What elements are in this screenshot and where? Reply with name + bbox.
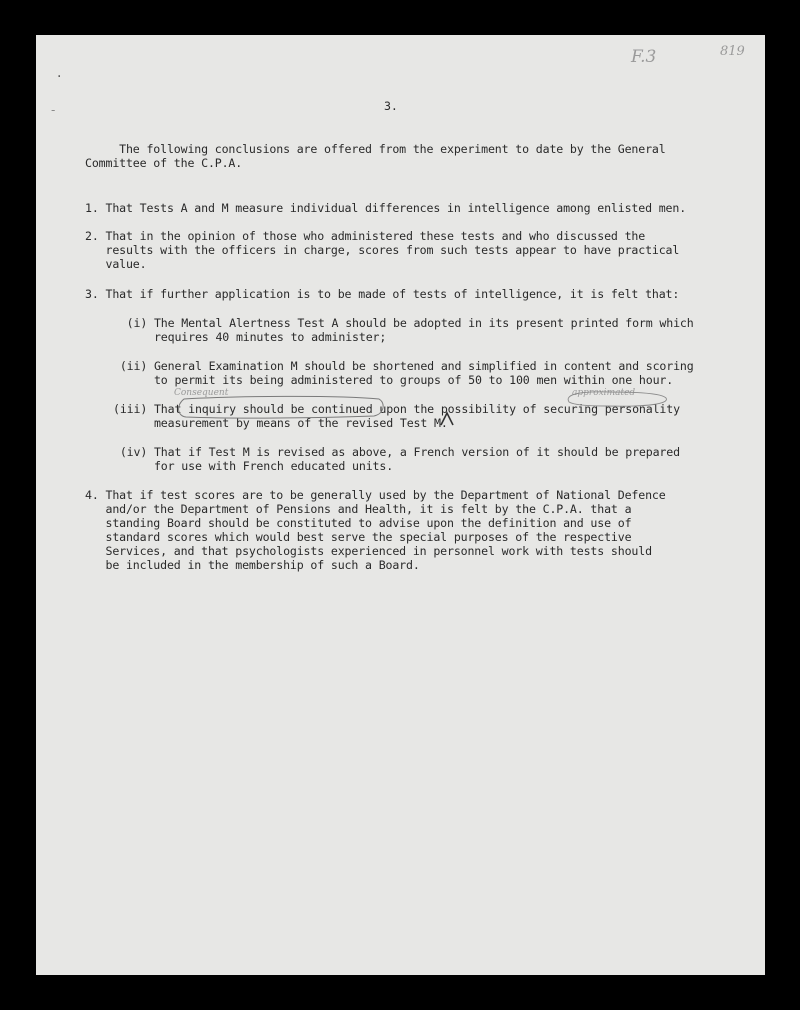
item-4-line-4: standard scores which would best serve the special purposes of the respective	[85, 530, 632, 544]
item-2-line-1: 2. That in the opinion of those who administered these tests and who discussed the	[85, 229, 646, 243]
intro-line-1: The following conclusions are offered from the experiment to date by the General	[85, 142, 666, 156]
margin-dot-mark: ·	[57, 69, 62, 85]
item-3-line-1: 3. That if further application is to be made of tests of intelligence, it is felt that:	[85, 287, 680, 301]
subitem-i-line-2: requires 40 minutes to administer;	[113, 330, 387, 344]
subitem-iii-line-1: (iii) That inquiry should be continued upon the possibility of securing personality	[113, 402, 680, 416]
item-2-line-3: value.	[85, 257, 147, 271]
item-4-line-1: 4. That if test scores are to be generally used by the Department of National Defence	[85, 488, 666, 502]
item-2-line-2: results with the officers in charge, scores from such tests appear to have practical	[85, 243, 680, 257]
item-4-line-3: standing Board should be constituted to advise upon the definition and use of	[85, 516, 632, 530]
page-id-annotation: 819	[720, 44, 745, 59]
item-4-line-5: Services, and that psychologists experienced in personnel work with tests should	[85, 544, 652, 558]
subitem-iv-line-1: (iv) That if Test M is revised as above, a French version of it should be prepared	[113, 445, 680, 459]
handwritten-insert-approximated: approximated	[572, 388, 636, 398]
folder-code-annotation: F.3	[631, 47, 657, 67]
page-number: 3.	[384, 99, 398, 113]
item-4-line-2: and/or the Department of Pensions and Health, it is felt by the C.P.A. that a	[85, 502, 632, 516]
subitem-ii-line-2: to permit its being administered to groups of 50 to 100 men within one hour.	[113, 373, 674, 387]
item-4-line-6: be included in the membership of such a Board.	[85, 558, 420, 572]
margin-dash-mark: -	[51, 103, 56, 117]
document-page	[36, 35, 765, 975]
handwritten-insert-consequent: Consequent	[174, 388, 229, 398]
item-1-line-1: 1. That Tests A and M measure individual differences in intelligence among enlisted men.	[85, 201, 687, 215]
subitem-ii-line-1: (ii) General Examination M should be shortened and simplified in content and scoring	[113, 359, 694, 373]
subitem-iii-line-2: measurement by means of the revised Test M.	[113, 416, 448, 430]
intro-line-2: Committee of the C.P.A.	[85, 156, 243, 170]
subitem-iv-line-2: for use with French educated units.	[113, 459, 394, 473]
subitem-i-line-1: (i) The Mental Alertness Test A should be adopted in its present printed form which	[113, 316, 694, 330]
